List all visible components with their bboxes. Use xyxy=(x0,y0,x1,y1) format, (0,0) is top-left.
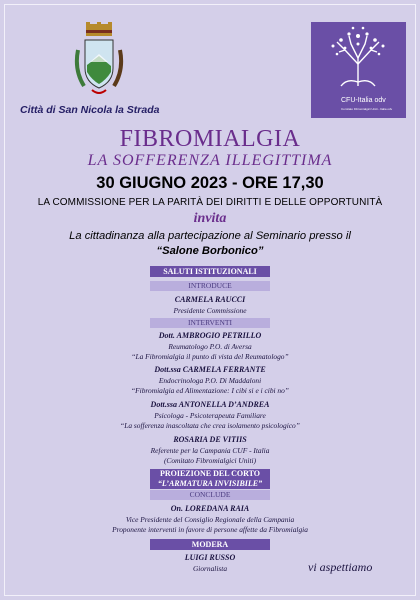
speaker-russo-role: Giornalista xyxy=(192,564,228,573)
organizer-text: LA COMMISSIONE PER LA PARITÀ DEI DIRITTI E DELLE OPPORTUNITÀ xyxy=(37,197,383,208)
speaker-ferrante-role: Endocrinologa P.O. Di Maddaloni xyxy=(158,376,262,385)
tree-hands-logo xyxy=(311,22,406,94)
corto-title: “L’ARMATURA INVISIBILE” xyxy=(157,479,263,488)
speaker-raia-role: Vice Presidente del Consiglio Regionale della Campania xyxy=(125,515,295,524)
speaker-devitiis-role: Referente per la Campania CUF - Italia xyxy=(150,446,270,455)
event-date-time: 30 GIUGNO 2023 - ORE 17,30 xyxy=(96,174,324,192)
speaker-russo-name: LUIGI RUSSO xyxy=(184,553,236,562)
speaker-ferrante-topic: “Fibromialgia ed Alimentazione: I cibi si e i cibi no” xyxy=(131,386,289,395)
logo-name: CFU-Italia odv xyxy=(341,97,386,104)
municipal-crest-icon xyxy=(72,20,126,98)
interventi-bar: INTERVENTI xyxy=(150,318,270,328)
speaker-ferrante-name: Dott.ssa CARMELA FERRANTE xyxy=(154,365,266,374)
speaker-dandrea-topic: “La sofferenza inascoltata che crea isolamento psicologico” xyxy=(120,421,300,430)
logo-tagline: Comitato Fibromialgici Uniti - Italia odv xyxy=(341,107,393,111)
introduce-bar: INTRODUCE xyxy=(150,281,270,291)
speaker-raucci-role: Presidente Commissione xyxy=(173,306,247,315)
invitation-text: La cittadinanza alla partecipazione al Seminario presso il xyxy=(69,230,351,242)
saluti-bar: SALUTI ISTITUZIONALI xyxy=(150,266,270,277)
speaker-raucci-name: CARMELA RAUCCI xyxy=(174,295,246,304)
conclude-bar: CONCLUDE xyxy=(150,490,270,500)
event-subtitle: LA SOFFERENZA ILLEGITTIMA xyxy=(87,152,333,169)
modera-bar: MODERA xyxy=(150,539,270,550)
venue-name: “Salone Borbonico” xyxy=(156,245,264,257)
cfu-logo xyxy=(311,22,406,118)
speaker-dandrea-name: Dott.ssa ANTONELLA D’ANDREA xyxy=(150,400,270,409)
speaker-petrillo-name: Dott. AMBROGIO PETRILLO xyxy=(158,331,262,340)
closing-signature: vi aspettiamo xyxy=(308,560,373,574)
proiezione-bar xyxy=(150,469,270,489)
speaker-petrillo-role: Reumatologo P.O. di Aversa xyxy=(168,342,252,351)
speaker-dandrea-role: Psicologa - Psicoterapeuta Familiare xyxy=(154,411,266,420)
speaker-devitiis-name: ROSARIA DE VITIIS xyxy=(173,435,247,444)
invita-text: invita xyxy=(193,211,227,226)
speaker-raia-note: Proponente interventi in favore di persone affette da Fibromialgia xyxy=(112,525,308,534)
speaker-petrillo-topic: “La Fibromialgia il punto di vista del Reumatologo” xyxy=(131,352,289,361)
speaker-raia-name: On. LOREDANA RAIA xyxy=(170,504,250,513)
proiezione-label: PROIEZIONE DEL CORTO xyxy=(159,469,261,478)
city-name: Città di San Nicola la Strada xyxy=(20,104,160,116)
speaker-devitiis-org: (Comitato Fibromialgici Uniti) xyxy=(163,456,257,465)
event-title: FIBROMIALGIA xyxy=(119,126,301,152)
